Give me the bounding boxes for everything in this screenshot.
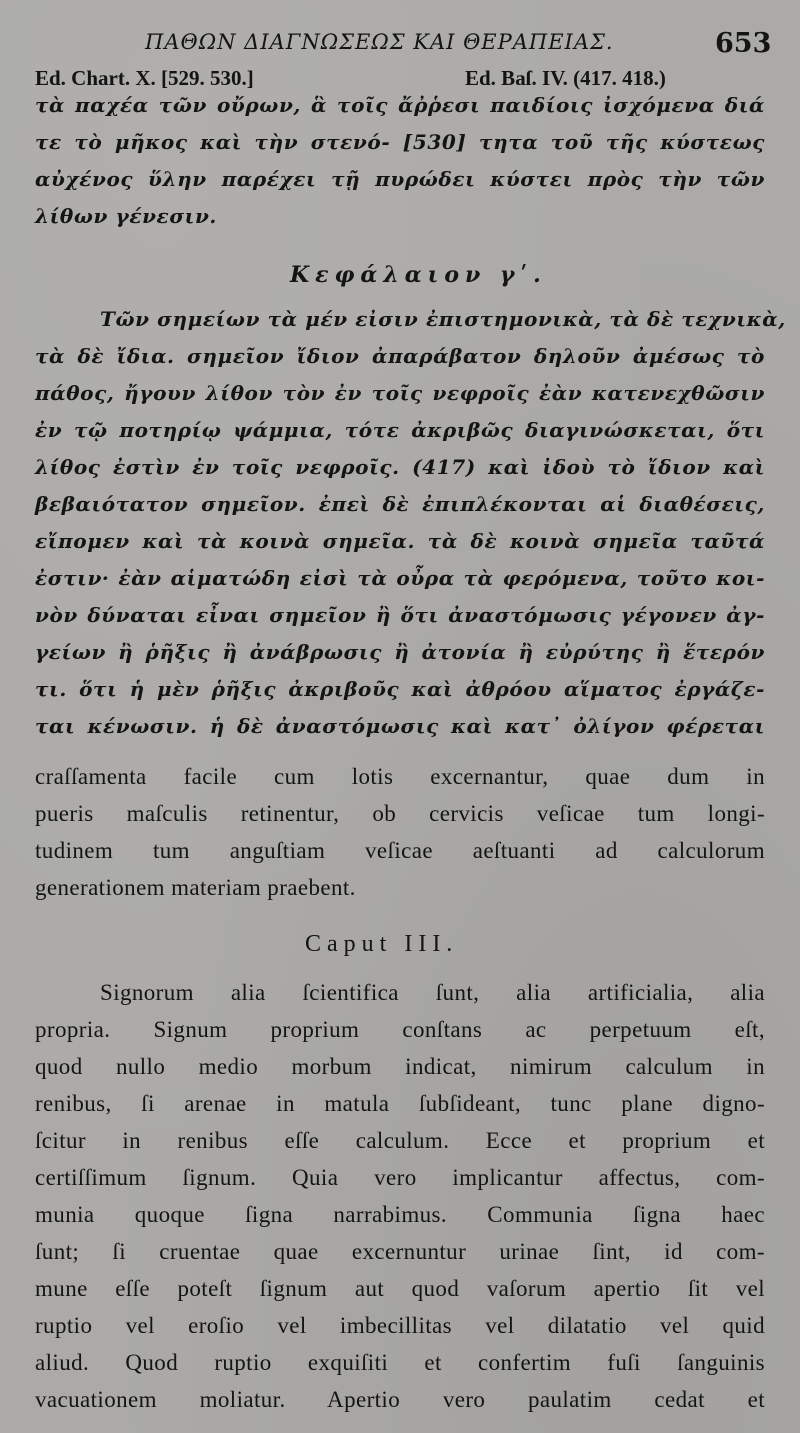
latin-line: Signorum alia ſcientifica ſunt, alia artificialia, alia xyxy=(100,980,765,1005)
edition-reference-right: Ed. Baſ. IV. (417. 418.) xyxy=(465,66,666,90)
greek-line: λίθων γένεσιν. xyxy=(35,204,217,228)
greek-line: τι. ὅτι ἡ μὲν ῥῆξις ἀκριβοῦς καὶ ἀθρόου αἵματος ἐργάζε- xyxy=(35,677,765,701)
running-header-title: ΠΑΘΩΝ ΔΙΑΓΝΩΣΕΩΣ ΚΑΙ ΘΕΡΑΠΕΙΑΣ. xyxy=(145,30,614,54)
greek-line: τὰ δὲ ἴδια. σημεῖον ἴδιον ἀπαράβατον δηλοῦν ἀμέσως τὸ xyxy=(35,344,765,368)
latin-line: quod nullo medio morbum indicat, nimirum calculum in xyxy=(35,1054,765,1079)
greek-line: Τῶν σημείων τὰ μέν εἰσιν ἐπιστημονικὰ, τὰ δὲ τεχνικὰ, xyxy=(100,307,786,331)
greek-line: γείων ἢ ῥῆξις ἢ ἀνάβρωσις ἢ ἀτονία ἢ εὐρύτης ἢ ἕτερόν xyxy=(35,640,765,664)
latin-line: munia quoque ſigna narrabimus. Communia ſigna haec xyxy=(35,1202,765,1227)
greek-line: λίθος ἐστὶν ἐν τοῖς νεφροῖς. (417) καὶ ἰδοὺ τὸ ἴδιον καὶ xyxy=(35,455,765,479)
latin-line: vacuationem moliatur. Apertio vero paulatim cedat et xyxy=(35,1387,765,1412)
latin-line: aliud. Quod ruptio exquiſiti et confertim fuſi ſanguinis xyxy=(35,1350,765,1375)
latin-line: craſſamenta facile cum lotis excernantur, quae dum in xyxy=(35,764,765,789)
latin-chapter-heading: Caput III. xyxy=(305,931,459,957)
greek-line: βεβαιότατον σημεῖον. ἐπεὶ δὲ ἐπιπλέκονται αἱ διαθέσεις, xyxy=(35,492,765,516)
greek-chapter-heading: Κεφάλαιον γʹ. xyxy=(290,262,547,288)
latin-line: pueris maſculis retinentur, ob cervicis veſicae tum longi- xyxy=(35,801,765,826)
greek-line: πάθος, ἤγουν λίθον τὸν ἐν τοῖς νεφροῖς ἐὰν κατενεχθῶσιν xyxy=(35,381,765,405)
greek-line: τε τὸ μῆκος καὶ τὴν στενό- [530] τητα τοῦ τῆς κύστεως xyxy=(35,130,765,154)
greek-line: τὰ παχέα τῶν οὔρων, ἃ τοῖς ἄῤῥεσι παιδίοις ἰσχόμενα διά xyxy=(35,93,765,117)
latin-line: propria. Signum proprium conſtans ac perpetuum eſt, xyxy=(35,1017,765,1042)
latin-line: tudinem tum anguſtiam veſicae aeſtuanti ad calculorum xyxy=(35,838,765,863)
greek-line: ται κένωσιν. ἡ δὲ ἀναστόμωσις καὶ κατ᾿ ὀλίγον φέρεται xyxy=(35,714,765,738)
greek-line: αὐχένος ὕλην παρέχει τῇ πυρώδει κύστει πρὸς τὴν τῶν xyxy=(35,167,765,191)
edition-reference-left: Ed. Chart. X. [529. 530.] xyxy=(35,66,254,90)
latin-line: certiſſimum ſignum. Quia vero implicantur affectus, com- xyxy=(35,1165,765,1190)
page-number: 653 xyxy=(715,28,772,59)
greek-line: νὸν δύναται εἶναι σημεῖον ἢ ὅτι ἀναστόμωσις γέγονεν ἀγ- xyxy=(35,603,765,627)
latin-line: mune eſſe poteſt ſignum aut quod vaſorum apertio ſit vel xyxy=(35,1276,765,1301)
latin-line: ſcitur in renibus eſſe calculum. Ecce et proprium et xyxy=(35,1128,765,1153)
greek-line: ἐστιν· ἐὰν αἱματώδη εἰσὶ τὰ οὖρα τὰ φερόμενα, τοῦτο κοι- xyxy=(35,566,765,590)
greek-line: ἐν τῷ ποτηρίῳ ψάμμια, τότε ἀκριβῶς διαγινώσκεται, ὅτι xyxy=(35,418,765,442)
greek-line: εἴπομεν καὶ τὰ κοινὰ σημεῖα. τὰ δὲ κοινὰ σημεῖα ταῦτά xyxy=(35,529,765,553)
latin-line: generationem materiam praebent. xyxy=(35,875,356,900)
latin-line: ruptio vel eroſio vel imbecillitas vel dilatatio vel quid xyxy=(35,1313,765,1338)
latin-line: ſunt; ſi cruentae quae excernuntur urinae ſint, id com- xyxy=(35,1239,765,1264)
latin-line: renibus, ſi arenae in matula ſubſideant, tunc plane digno- xyxy=(35,1091,765,1116)
